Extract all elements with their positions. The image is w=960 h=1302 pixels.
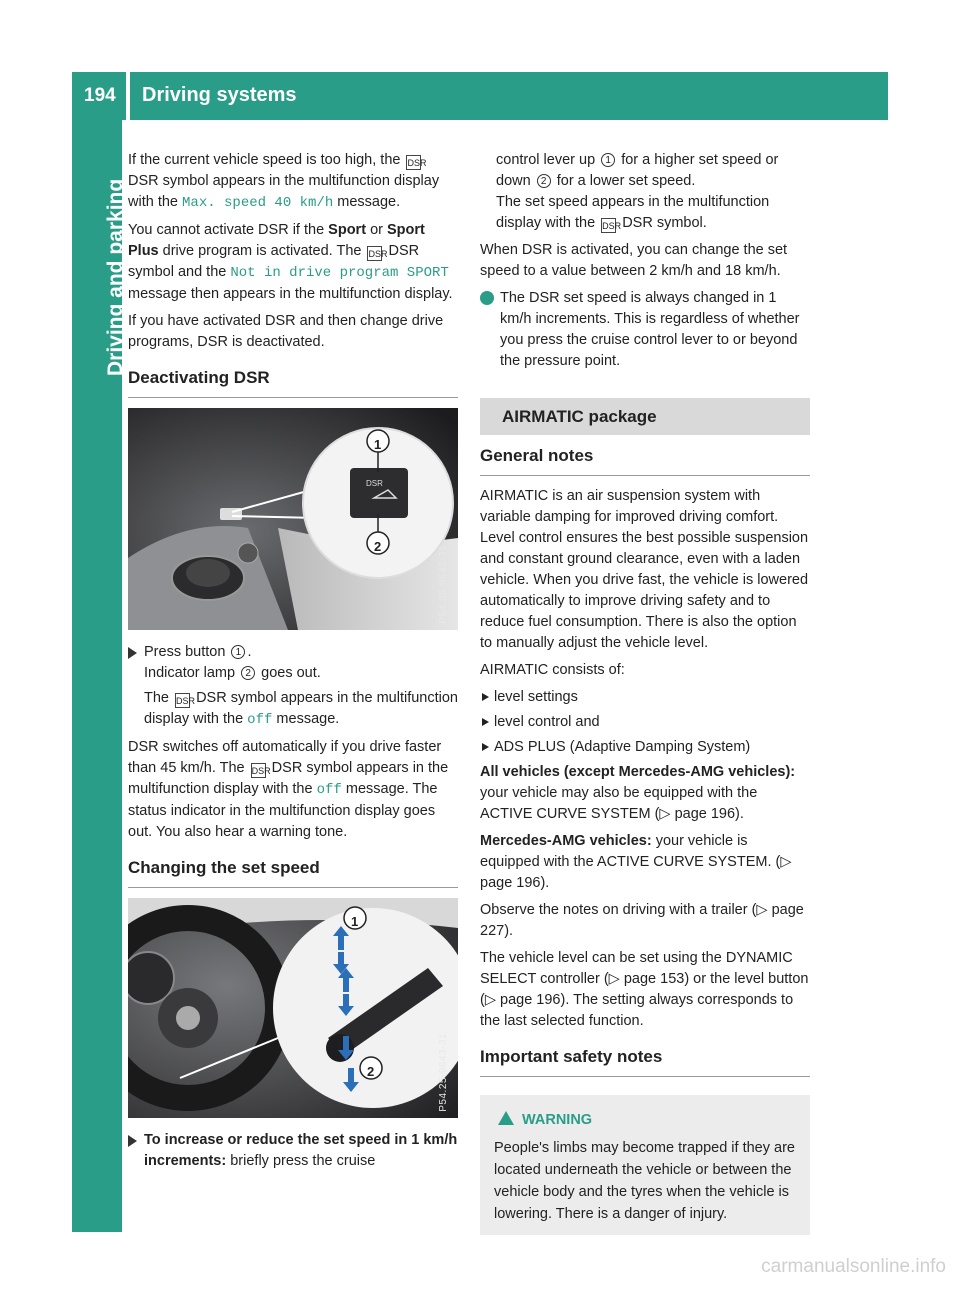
heading-changing-set-speed: Changing the set speed [128,857,458,888]
callout-2: 2 [241,666,255,680]
paragraph: DSR switches off automatically if you drive faster than 45 km/h. The DSR DSR symbol appears in the multifunction display with the off message. The status indicator in the multifunction display goes out. You also hear a warning tone. [128,739,449,840]
steering-column-illustration [128,898,458,1118]
info-note: i The DSR set speed is always changed in 1 km/h increments. This is regardless of whether you press the cruise control lever to or beyond the pressure point. [475,290,800,369]
figure-code: P54.25-9642-31 [438,545,449,624]
instruction-step: Press button 1 . Indicator lamp 2 goes out. The DSR DSR symbol appears in the multifunction display with the off message. [128,642,458,731]
list-item: ADS PLUS (Adaptive Damping System) [480,737,810,758]
callout-1: 1 [374,437,382,452]
chapter-label: Driving and parking [104,178,127,376]
callout-2: 2 [367,1064,375,1079]
center-console-illustration [128,408,458,630]
warning-text: People's limbs may become trapped if they are located underneath the vehicle or between the vehicle body and the tyres when the vehicle is lowering. There is a danger of injury. [494,1140,795,1222]
figure-code: P54.25-9643-31 [438,1033,449,1112]
cruise-lever-photo [128,898,458,1118]
dsr-symbol-icon: DSR [251,763,266,778]
dsr-symbol-icon: DSR [367,246,382,261]
list-item: level settings [480,687,810,708]
info-icon: i [480,291,494,305]
paragraph: Mercedes-AMG vehicles: your vehicle is equipped with the ACTIVE CURVE SYSTEM. (▷ page 196). [480,833,792,891]
display-message: off [316,782,342,798]
left-column [128,150,458,1172]
section-airmatic-package: AIRMATIC package [480,398,810,435]
paragraph: If the current vehicle speed is too high, the DSR DSR symbol appears in the multifunction display with the Max. speed 40 km/h message. [128,152,440,211]
heading-deactivating-dsr: Deactivating DSR [128,367,458,398]
bullet-list [480,687,810,758]
callout-2: 2 [374,539,382,554]
list-item: level control and [480,712,810,733]
step-arrow-icon [128,1135,137,1147]
paragraph: If you have activated DSR and then change drive programs, DSR is deactivated. [128,313,444,350]
dsr-symbol-icon: DSR [601,218,616,233]
chapter-tab [72,120,127,1232]
paragraph: Observe the notes on driving with a trailer (▷ page 227). [480,902,804,939]
display-message: Max. speed 40 km/h [182,195,334,211]
callout-2: 2 [537,174,551,188]
step-continuation: control lever up 1 for a higher set speed or down 2 for a lower set speed. The set speed appears in the multifunction display with the DSR DSR symbol. [496,152,779,231]
svg-text:DSR: DSR [366,479,383,488]
heading-general-notes: General notes [480,445,810,476]
dsr-symbol-icon: DSR [175,693,190,708]
dsr-symbol-icon: DSR [406,155,421,170]
paragraph: AIRMATIC is an air suspension system with variable damping for improved driving comfort. Level control ensures the best possible suspension and constant ground clearance, even with a laden vehicle. When you drive fast, the vehicle is lowered automatically to improve driving safety and to reduce fuel consumption. There is also the option to manually adjust the vehicle level. [480,488,809,651]
paragraph: AIRMATIC consists of: [480,662,625,678]
paragraph: The vehicle level can be set using the DYNAMIC SELECT controller (▷ page 153) or the level button (▷ page 196). The setting always corresponds to the last selected function. [480,950,809,1029]
dsr-button-photo [128,408,458,630]
watermark: carmanualsonline.info [761,1256,946,1277]
callout-1: 1 [231,645,245,659]
paragraph: All vehicles (except Mercedes-AMG vehicles): your vehicle may also be equipped with the ACTIVE CURVE SYSTEM (▷ page 196). [480,764,796,822]
display-message: off [247,712,273,728]
callout-1: 1 [351,914,359,929]
page-header [72,72,888,120]
warning-triangle-icon [498,1111,514,1125]
warning-box [480,1095,810,1235]
paragraph: You cannot activate DSR if the Sport or Sport Plus drive program is activated. The DSR DSR symbol and the Not in drive program SPORT message then appears in the multifunction display. [128,222,453,302]
header-divider [126,72,130,120]
callout-1: 1 [601,153,615,167]
warning-heading: WARNING [494,1109,796,1131]
right-column [475,150,810,1235]
instruction-step: To increase or reduce the set speed in 1 km/h increments: briefly press the cruise [128,1130,458,1172]
step-arrow-icon [128,647,137,659]
page-number: 194 [84,85,116,106]
paragraph: When DSR is activated, you can change the set speed to a value between 2 km/h and 18 km/h. [480,242,788,279]
heading-important-safety-notes: Important safety notes [480,1046,810,1077]
display-message: Not in drive program SPORT [230,265,449,281]
section-title: Driving systems [142,84,297,106]
